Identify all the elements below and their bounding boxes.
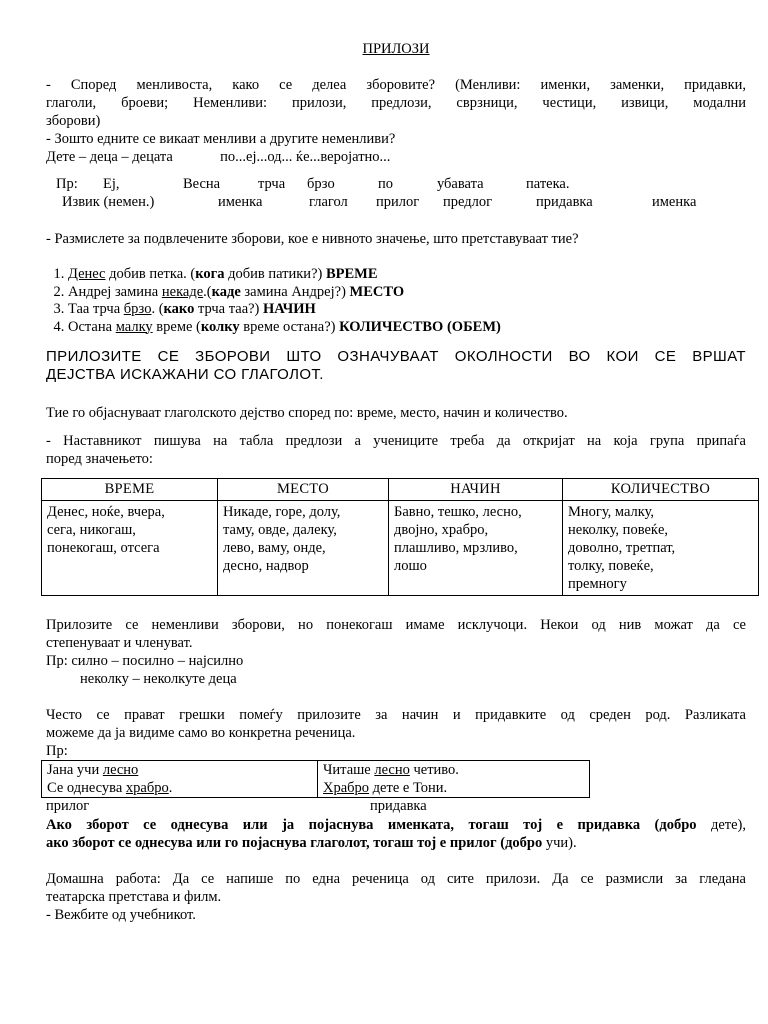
cell-line: доволно, третпат, — [568, 540, 676, 556]
table-cell — [218, 501, 389, 596]
cell-line: Никаде, горе, долу, — [223, 504, 341, 520]
cell-line — [47, 761, 312, 779]
mistakes-line-1: Често се прават грешки помеѓу прилозите за начин и придавките од среден род. Разликата — [46, 707, 746, 723]
item-text: трча таа?) — [194, 301, 264, 317]
example-tag: Извик (немен.) — [62, 194, 155, 210]
mistakes-line-3: Пр: — [46, 743, 68, 759]
example-tag: прилог — [376, 194, 420, 210]
cell-line: лево, ваму, онде, — [223, 540, 326, 556]
rule-line-1 — [46, 816, 746, 834]
list-item — [68, 266, 746, 284]
table-row — [42, 501, 759, 596]
example-sentence — [46, 176, 746, 212]
example-tag: глагол — [309, 194, 348, 210]
table-cell — [42, 501, 218, 596]
example-word: Весна — [183, 176, 221, 192]
item-text: .( — [203, 283, 212, 300]
intro-line-4: - Зошто едните се викаат менливи а другите неменливи? — [46, 131, 396, 147]
exceptions-line-3: Пр: силно – посилно – најсилно — [46, 653, 244, 669]
column-header: ВРЕМЕ — [42, 479, 218, 501]
homework-line-3: - Вежбите од учебникот. — [46, 907, 196, 923]
example-word: Пр: — [56, 176, 78, 192]
rule-text: Ако зборот се однесува или ја појаснува именката, тогаш тој е придавка (добро — [46, 817, 697, 833]
definition-line-1: ПРИЛОЗИТЕ СЕ ЗБОРОВИ ШТО ОЗНАЧУВААТ ОКОЛНОСТИ ВО КОИ СЕ ВРШАТ — [46, 348, 746, 365]
homework-line-2: театарска претстава и филм. — [46, 889, 222, 905]
cell-text: четиво. — [409, 762, 459, 778]
cell-line: сега, никогаш, — [47, 522, 136, 538]
cell-line: Бавно, тешко, лесно, — [394, 504, 522, 520]
exceptions-line-1: Прилозите се неменливи зборови, но понекогаш имаме исклучоци. Некои од нив можат да се — [46, 617, 746, 633]
underlined-adjective: лесно — [374, 762, 410, 778]
intro-line-5-examples: по...еј...од... ќе...веројатно... — [220, 149, 391, 165]
cell-line: неколку, повеќе, — [568, 522, 668, 538]
category-label: МЕСТО — [349, 283, 405, 300]
item-text: време ( — [152, 318, 201, 335]
column-header: МЕСТО — [218, 479, 389, 501]
underlined-adverb: брзо — [123, 301, 152, 317]
example-word: убавата — [437, 176, 484, 192]
homework-line-1: Домашна работа: Да се напише по една реченица од сите прилози. Да се размисли за гледана — [46, 871, 746, 887]
underlined-adverb: некаде — [161, 283, 204, 300]
exceptions-line-4: неколку – неколкуте деца — [80, 671, 237, 687]
table-header-row — [42, 479, 759, 501]
item-text: Остана — [68, 318, 116, 335]
underlined-adjective: Храбро — [323, 780, 370, 796]
cell-line — [47, 779, 312, 797]
item-text: добив петка. ( — [105, 266, 196, 282]
example-word: брзо — [307, 176, 335, 192]
list-item — [68, 284, 746, 302]
intro-line-5-words: Дете – деца – децата — [46, 149, 173, 165]
page-title: ПРИЛОЗИ — [362, 41, 430, 57]
underlined-adverb: малку — [115, 318, 153, 335]
mistakes-line-2: можеме да ја видиме само во конкретна реченица. — [46, 725, 356, 741]
table-cell — [42, 761, 318, 798]
cell-line: таму, овде, далеку, — [223, 522, 337, 538]
item-text: Таа трча — [68, 301, 124, 317]
list-item — [68, 319, 746, 337]
item-text: замина Андреј?) — [240, 283, 350, 300]
intro-line-5 — [46, 148, 746, 166]
label-adverb: прилог — [46, 798, 90, 814]
cell-line: плашливо, мрзливо, — [394, 540, 518, 556]
exceptions-line-2: степенуваат и членуват. — [46, 635, 193, 651]
item-text: време остана?) — [239, 318, 340, 335]
item-text: . ( — [151, 301, 164, 317]
question-word: кога — [195, 266, 225, 282]
rule-text: учи). — [542, 835, 577, 851]
example-tag: именка — [652, 194, 697, 210]
question-word: колку — [200, 318, 240, 335]
cell-line — [323, 779, 584, 797]
definition-line-2: ДЕЈСТВА ИСКАЖАНИ СО ГЛАГОЛОТ. — [46, 366, 324, 383]
comparison-table — [41, 760, 590, 798]
example-word: Еј, — [103, 176, 120, 192]
example-word: трча — [258, 176, 286, 192]
underlined-adverb: лесно — [102, 762, 139, 778]
category-label: НАЧИН — [263, 301, 316, 317]
cell-text: . — [168, 780, 173, 796]
example-word: по — [378, 176, 394, 192]
table-cell — [389, 501, 563, 596]
explain-line: Тие го објаснуваат глаголското дејство според по: време, место, начин и количество. — [46, 405, 568, 421]
category-label: ВРЕМЕ — [325, 266, 378, 282]
cell-line: понекогаш, отсега — [47, 540, 160, 556]
example-word: патека. — [526, 176, 570, 192]
cell-text: Се однесува — [47, 780, 126, 796]
question-word: каде — [211, 283, 241, 300]
question-line: - Размислете за подвлечените зборови, кое е нивното значење, што претставуваат тие? — [46, 231, 579, 247]
rule-text: ако зборот се однесува или го појаснува глаголот, тогаш тој е прилог (добро — [46, 835, 543, 851]
list-item — [68, 301, 746, 319]
document-page — [46, 40, 746, 924]
task-line-1: - Наставникот пишува на табла предлози а учениците треба да откријат на која група припаѓа — [46, 433, 746, 449]
example-tag: придавка — [536, 194, 593, 210]
cell-line — [323, 761, 584, 779]
category-label: КОЛИЧЕСТВО (ОБЕМ) — [339, 318, 501, 335]
cell-line: лошо — [394, 558, 427, 574]
cell-text: Јана учи — [47, 762, 103, 778]
example-tag: предлог — [443, 194, 493, 210]
comparison-labels — [46, 798, 746, 816]
cell-line: толку, повеќе, — [568, 558, 654, 574]
column-header: КОЛИЧЕСТВО — [563, 479, 759, 501]
rule-text: дете), — [696, 817, 746, 833]
table-cell — [563, 501, 759, 596]
table-cell — [318, 761, 590, 798]
item-text: Андреј замина — [68, 283, 162, 300]
cell-line: десно, надвор — [223, 558, 309, 574]
cell-line: двојно, храбро, — [394, 522, 489, 538]
item-text: добив патики?) — [224, 266, 326, 282]
cell-line: премногу — [568, 576, 627, 592]
cell-line: Денес, ноќе, вчера, — [47, 504, 165, 520]
label-adjective: придавка — [370, 798, 427, 814]
underlined-adverb: Денес — [68, 266, 106, 282]
example-tag: именка — [218, 194, 263, 210]
task-line-2: поред значењето: — [46, 451, 153, 467]
cell-text: Читаше — [323, 762, 375, 778]
question-word: како — [163, 301, 195, 317]
cell-text: дете е Тони. — [369, 780, 448, 796]
underlined-adverb: храбро — [125, 780, 169, 796]
intro-line-1: - Според менливоста, како се делеа зборовите? (Менливи: именки, заменки, придавки, — [46, 77, 746, 93]
intro-line-3: зборови) — [46, 113, 101, 129]
example-list — [46, 266, 746, 336]
cell-line: Многу, малку, — [568, 504, 655, 520]
table-row — [42, 761, 590, 798]
adverb-groups-table — [41, 478, 759, 596]
column-header: НАЧИН — [389, 479, 563, 501]
rule-line-2 — [46, 834, 746, 852]
intro-line-2: глаголи, броеви; Неменливи: прилози, предлози, сврзници, честици, извици, модални — [46, 95, 746, 111]
